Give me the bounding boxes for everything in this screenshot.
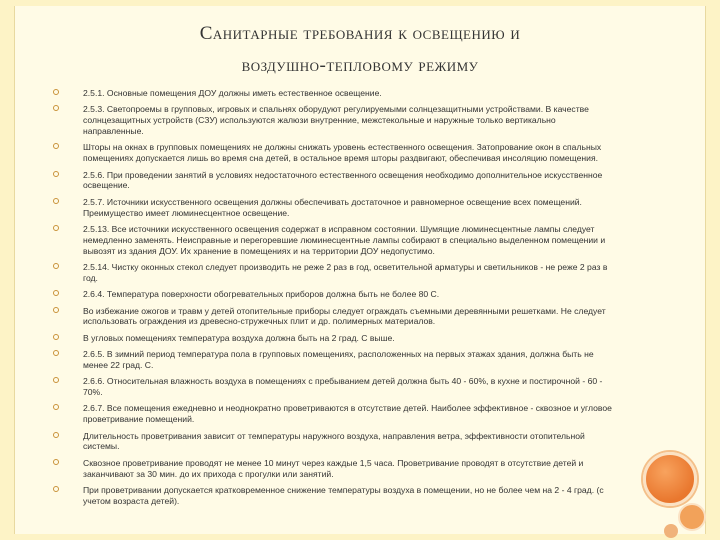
item-text: 2.6.4. Температура поверхности обогревательных приборов должна быть не более 80 С. <box>83 289 440 300</box>
bullet-list <box>53 88 613 512</box>
bullet-circle-icon <box>53 404 59 410</box>
item-text: 2.6.5. В зимний период температура пола в групповых помещениях, расположенных на первых этажах здания, должна быть не менее 22 град. С. <box>83 349 594 370</box>
item-text: 2.5.7. Источники искусственного освещения должны обеспечивать достаточное и равномерное освещение всех помещений. Преимущество имеет люминесцентное освещение. <box>83 196 582 218</box>
item-text: 2.6.7. Все помещения ежедневно и неоднократно проветриваются в отсутствие детей. Наиболее эффективное - сквозное и угловое проветривание помещений. <box>83 403 612 425</box>
list-item <box>53 289 613 300</box>
list-item <box>53 333 613 344</box>
item-text: Во избежание ожогов и травм у детей отопительные приборы следует ограждать съемными деревянными решетками. Не следует использовать ограждения из древесно-стружечных плит и др. полимерных материалов. <box>83 305 606 327</box>
bullet-circle-icon <box>53 432 59 438</box>
item-text: Длительность проветривания зависит от температуры наружного воздуха, направления ветра, эффективности отопительной системы. <box>83 430 585 452</box>
bullet-circle-icon <box>53 334 59 340</box>
list-item <box>53 349 613 371</box>
item-text: При проветривании допускается кратковременное снижение температуры воздуха в помещении, но не более чем на 2 - 4 град. (с учетом возраста детей). <box>83 485 604 506</box>
list-item <box>53 170 613 192</box>
list-item <box>53 306 613 328</box>
bullet-circle-icon <box>53 459 59 465</box>
bullet-circle-icon <box>53 225 59 231</box>
title-line-2: воздушно-тепловому режиму <box>241 55 479 76</box>
bullet-circle-icon <box>53 89 59 95</box>
slide-frame <box>14 6 706 534</box>
list-item <box>53 403 613 425</box>
bullet-circle-icon <box>53 350 59 356</box>
item-text: 2.5.1. Основные помещения ДОУ должны иметь естественное освещение. <box>83 88 382 98</box>
list-item <box>53 485 613 507</box>
item-text: 2.5.14. Чистку оконных стекол следует производить не реже 2 раз в год, осветительной арматуры и светильников - не реже 2 раз в год. <box>83 261 608 283</box>
list-item <box>53 197 613 219</box>
decorative-large-circle <box>643 452 697 506</box>
item-text: Шторы на окнах в групповых помещениях не должны снижать уровень естественного освещения. Затопрование окон в спальных помещениях допускается лишь во время сна детей, в остальное время шторы раздвигают, обеспечивая инсоляцию помещения. <box>83 142 602 164</box>
item-text: 2.5.6. При проведении занятий в условиях недостаточного естественного освещения необходимо дополнительное искусственное освещение. <box>83 169 603 191</box>
decorative-medium-circle <box>678 503 706 531</box>
list-item <box>53 104 613 136</box>
list-item <box>53 376 613 398</box>
item-text: 2.6.6. Относительная влажность воздуха в помещениях с пребыванием детей должна быть 40 - 60%, в кухне и постирочной - 60 - 70%. <box>83 376 603 398</box>
list-item <box>53 88 613 99</box>
item-text: 2.5.3. Светопроемы в групповых, игровых и спальнях оборудуют регулируемыми солнцезащитными устройствами. В качестве солнцезащитных устройств (СЗУ) используются жалюзи внутренние, межстекольные и наружные только вертикально направленные. <box>83 104 589 136</box>
list-item <box>53 458 613 480</box>
bullet-circle-icon <box>53 263 59 269</box>
list-item <box>53 224 613 256</box>
item-text: 2.5.13. Все источники искусственного освещения содержат в исправном состоянии. Шумящие люминесцентные лампы следует немедленно заменять. Неисправные и перегоревшие люминесцентные лампы собирают в специально выделенном помещении и вывозят из здания ДОУ. Их хранение в помещениях и на территории ДОУ недопустимо. <box>83 223 606 256</box>
list-item <box>53 142 613 164</box>
slide-title <box>15 18 705 82</box>
decorative-small-circle <box>664 524 678 538</box>
list-item <box>53 431 613 453</box>
list-item <box>53 262 613 284</box>
bullet-circle-icon <box>53 307 59 313</box>
item-text: В угловых помещениях температура воздуха должна быть на 2 град. С выше. <box>83 332 395 343</box>
bullet-circle-icon <box>53 143 59 149</box>
bullet-circle-icon <box>53 105 59 111</box>
bullet-circle-icon <box>53 377 59 383</box>
title-line-1: Санитарные требования к освещению и <box>199 23 521 44</box>
item-text: Сквозное проветривание проводят не менее 10 минут через каждые 1,5 часа. Проветривание проводят в отсутствие детей и заканчивают за 30 мин. до их прихода с прогулки или занятий. <box>83 457 584 479</box>
bullet-circle-icon <box>53 198 59 204</box>
bullet-circle-icon <box>53 486 59 492</box>
bullet-circle-icon <box>53 171 59 177</box>
bullet-circle-icon <box>53 290 59 296</box>
